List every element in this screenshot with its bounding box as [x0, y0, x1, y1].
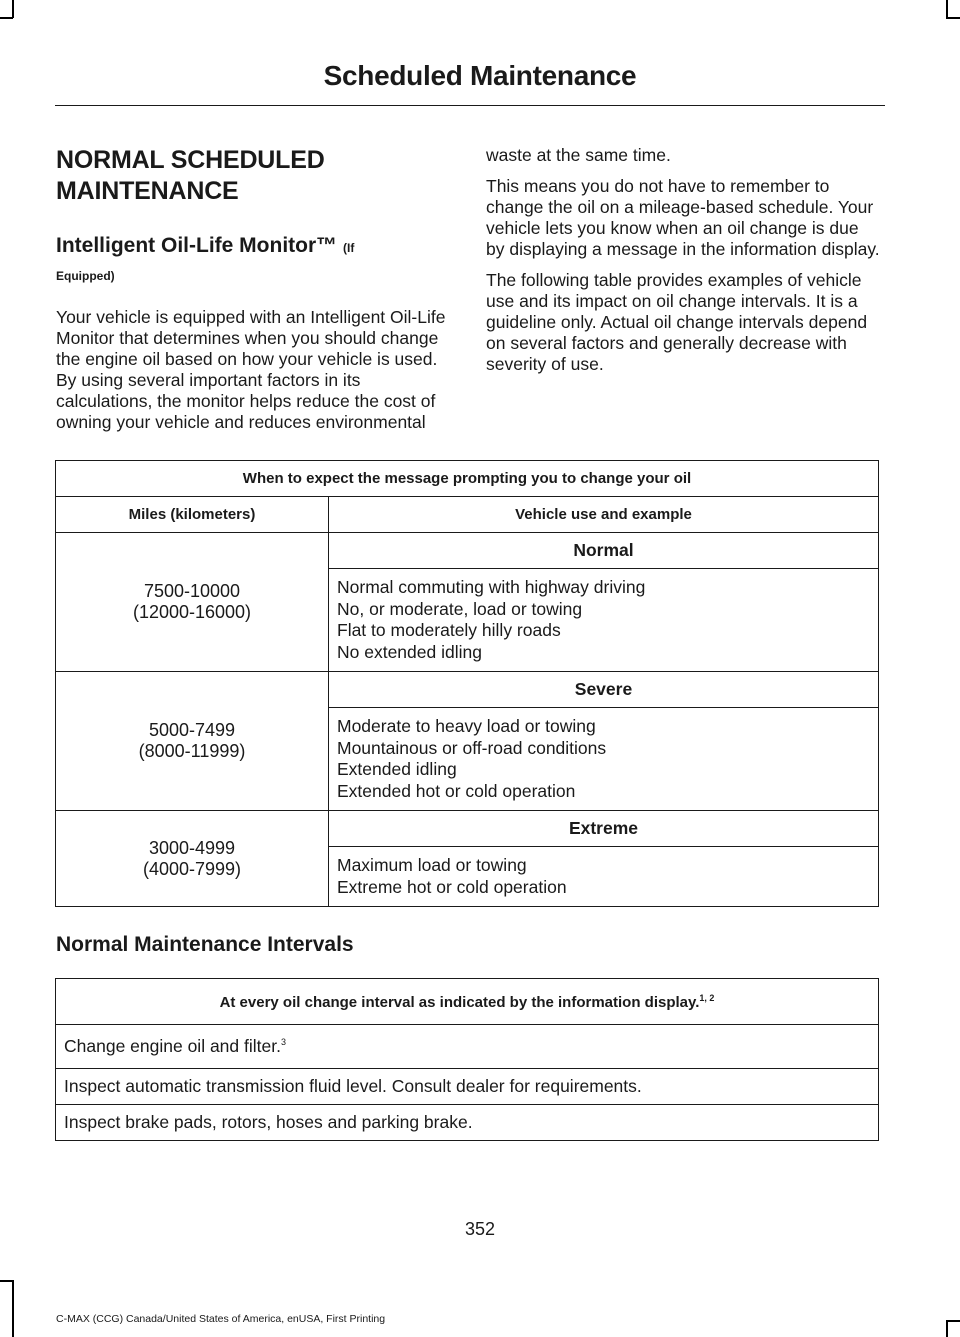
- interval-item-text: Inspect automatic transmission fluid level. Consult dealer for requirements.: [64, 1076, 642, 1096]
- category-normal: Normal: [329, 533, 879, 569]
- table-row: [56, 1025, 879, 1069]
- interval-item: [56, 1069, 879, 1105]
- miles-cell: [56, 672, 329, 811]
- km-value: (12000-16000): [132, 602, 252, 622]
- table-row: [56, 533, 879, 569]
- table-row: [56, 1105, 879, 1141]
- intervals-table-header-text: At every oil change interval as indicated by the information display.: [219, 993, 700, 1011]
- header-rule: [55, 105, 885, 106]
- interval-item-text: Inspect brake pads, rotors, hoses and parking brake.: [64, 1112, 473, 1132]
- use-item: Extended idling: [337, 759, 457, 779]
- crop-mark: [946, 17, 960, 19]
- subheading-note-2: Equipped): [56, 269, 115, 283]
- subheading-text: Intelligent Oil-Life Monitor™: [56, 234, 338, 257]
- crop-mark: [946, 1320, 960, 1322]
- table-row: [56, 811, 879, 847]
- miles-value: 5000-7499: [148, 720, 236, 740]
- category-extreme: Extreme: [329, 811, 879, 847]
- use-item: Moderate to heavy load or towing: [337, 716, 596, 736]
- subheading-note: (If: [343, 241, 355, 255]
- left-column: [56, 145, 451, 433]
- use-item: Extreme hot or cold operation: [337, 876, 567, 897]
- crop-mark: [946, 0, 948, 18]
- intro-paragraph-3: The following table provides examples of vehicle use and its impact on oil change intervals. It is a guideline only. Actual oil change intervals depend on several factors and generally decrease with severity of use.: [486, 270, 868, 374]
- oil-table-caption: When to expect the message prompting you to change your oil: [56, 461, 879, 497]
- table-row: [56, 672, 879, 708]
- footnote-ref: 1, 2: [699, 992, 715, 1003]
- section-heading-line2: MAINTENANCE: [56, 177, 239, 205]
- use-item: No, or moderate, load or towing: [337, 598, 583, 619]
- km-value: (8000-11999): [138, 741, 246, 761]
- intro-paragraph-1: Your vehicle is equipped with an Intelligent Oil-Life Monitor that determines when you should change the engine oil based on how your vehicle is used. By using several important factors in its calculations, the monitor helps reduce the cost of owning your vehicle and reduces environmental: [56, 307, 446, 432]
- table-row: [56, 1069, 879, 1105]
- miles-cell: [56, 533, 329, 672]
- column-header-miles: Miles (kilometers): [56, 497, 329, 533]
- uses-cell: [329, 708, 879, 811]
- interval-item: [56, 1025, 879, 1069]
- miles-value: 3000-4999: [148, 837, 236, 858]
- use-item: Maximum load or towing: [337, 855, 527, 875]
- intervals-heading: Normal Maintenance Intervals: [56, 933, 354, 956]
- right-column: [486, 145, 881, 385]
- crop-mark: [12, 1280, 14, 1337]
- edition-footer: C-MAX (CCG) Canada/United States of America, enUSA, First Printing: [56, 1313, 386, 1325]
- miles-cell: [56, 811, 329, 907]
- interval-item-text: Change engine oil and filter.: [64, 1036, 281, 1056]
- crop-mark: [0, 17, 13, 19]
- intro-paragraph-2: This means you do not have to remember to change the oil on a mileage-based schedule. Your vehicle lets you know when an oil change is due by displaying a message in the information display.: [486, 176, 880, 259]
- section-heading-line1: NORMAL SCHEDULED: [56, 146, 325, 174]
- column-header-vehicle-use: Vehicle use and example: [329, 497, 879, 533]
- uses-cell: [329, 569, 879, 672]
- use-item: Extended hot or cold operation: [337, 780, 576, 801]
- miles-value: 7500-10000: [143, 581, 241, 601]
- use-item: No extended idling: [337, 641, 482, 662]
- use-item: Normal commuting with highway driving: [337, 577, 646, 597]
- interval-item: [56, 1105, 879, 1141]
- crop-mark: [946, 1320, 948, 1337]
- use-item: Flat to moderately hilly roads: [337, 620, 561, 640]
- intro-paragraph-1-continued: waste at the same time.: [486, 145, 671, 165]
- crop-mark: [0, 1280, 13, 1282]
- category-severe: Severe: [329, 672, 879, 708]
- oil-change-table: [55, 460, 879, 907]
- km-value: (4000-7999): [142, 858, 242, 879]
- footnote-ref: 3: [280, 1037, 286, 1048]
- use-item: Mountainous or off-road conditions: [337, 737, 607, 758]
- maintenance-intervals-table: [55, 978, 879, 1141]
- page-number: 352: [464, 1219, 496, 1239]
- uses-cell: [329, 847, 879, 907]
- intervals-table-header: [56, 979, 879, 1025]
- crop-mark: [12, 0, 14, 18]
- subheading: [56, 233, 451, 289]
- page-title: Scheduled Maintenance: [323, 60, 637, 91]
